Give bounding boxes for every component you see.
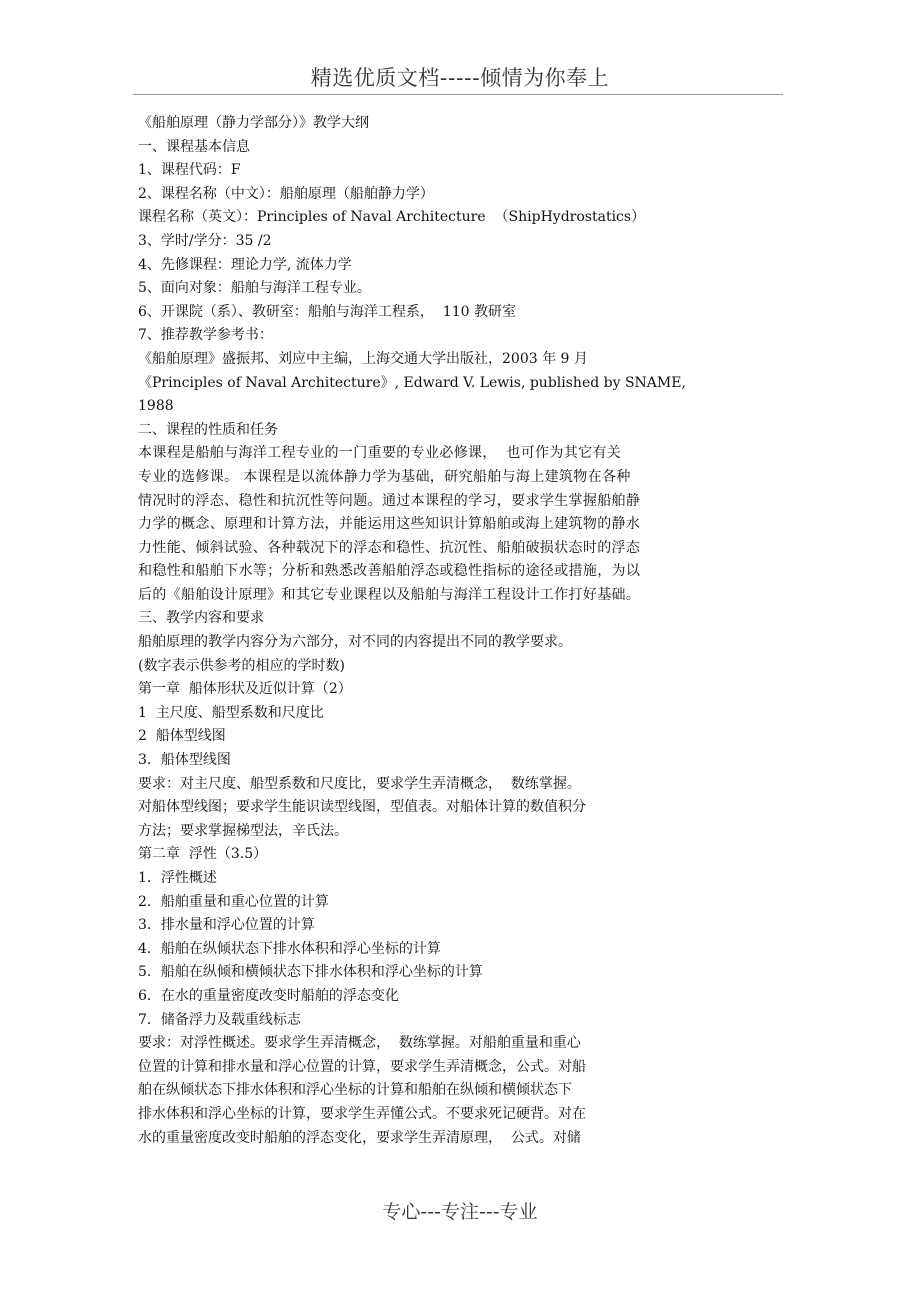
chapter-1-title: 第一章 船体形状及近似计算（2）: [138, 681, 352, 698]
course-hours-credits: 3、学时/学分：35 /2: [138, 232, 272, 249]
section-heading-content-requirements: 三、教学内容和要求: [138, 610, 264, 627]
document-title: 《船舶原理（静力学部分）》教学大纲: [138, 115, 369, 131]
paragraph-line: 力学的概念、原理和计算方法，并能运用这些知识计算船舶或海上建筑物的静水: [138, 516, 641, 533]
section-note: (数字表示供参考的相应的学时数): [138, 657, 345, 674]
chapter-1-requirement: 方法；要求掌握梯型法，辛氏法。: [138, 822, 348, 839]
chapter-2-requirement: 排水体积和浮心坐标的计算，要求学生弄懂公式。不要求死记硬背。对在: [138, 1105, 586, 1122]
chapter-1-requirement: 要求：对主尺度、船型系数和尺度比，要求学生弄清概念， 数练掌握。: [138, 775, 581, 792]
course-name-en: 课程名称（英文）：Principles of Naval Architecture （ShipHydrostatics）: [138, 209, 646, 226]
chapter-2-requirement: 水的重量密度改变时船舶的浮态变化，要求学生弄清原理， 公式。对储: [138, 1129, 581, 1146]
reference-book-2: 《Principles of Naval Architecture》, Edward V. Lewis, published by SNAME,: [138, 374, 686, 391]
reference-books-heading: 7、推荐教学参考书：: [138, 327, 273, 344]
paragraph-line: 情况时的浮态、稳性和抗沉性等问题。通过本课程的学习，要求学生掌握船舶静: [138, 492, 641, 509]
chapter-1-requirement: 对船体型线图；要求学生能识读型线图，型值表。对船体计算的数值积分: [138, 799, 586, 816]
page-header-title: 精选优质文档-----倾情为你奉上: [310, 66, 610, 90]
chapter-1-item: 2 船体型线图: [138, 728, 226, 745]
chapter-2-item: 4．船舶在纵倾状态下排水体积和浮心坐标的计算: [138, 940, 441, 957]
course-audience: 5、面向对象：船舶与海洋工程专业。: [138, 280, 371, 297]
course-prerequisites: 4、先修课程：理论力学, 流体力学: [138, 256, 352, 273]
paragraph-line: 本课程是船舶与海洋工程专业的一门重要的专业必修课， 也可作为其它有关: [138, 445, 622, 462]
section-heading-nature-tasks: 二、课程的性质和任务: [138, 421, 278, 438]
course-department: 6、开课院（系）、教研室：船舶与海洋工程系， 110 教研室: [138, 303, 516, 320]
chapter-1-item: 1 主尺度、船型系数和尺度比: [138, 704, 324, 721]
chapter-2-title: 第二章 浮性（3.5）: [138, 846, 268, 863]
page-footer-text: 专心---专注---专业: [382, 1201, 538, 1223]
chapter-2-item: 6．在水的重量密度改变时船舶的浮态变化: [138, 987, 399, 1004]
reference-book-2-year: 1988: [138, 398, 174, 415]
course-name-cn: 2、课程名称（中文）：船舶原理（船舶静力学）: [138, 185, 434, 202]
paragraph-line: 专业的选修课。 本课程是以流体静力学为基础，研究船舶与海上建筑物在各种: [138, 468, 631, 485]
section-heading-basic-info: 一、课程基本信息: [138, 138, 250, 155]
chapter-2-item: 1．浮性概述: [138, 870, 217, 886]
chapter-2-item: 3．排水量和浮心位置的计算: [138, 917, 315, 934]
course-code: 1、课程代码：F: [138, 162, 241, 179]
chapter-2-requirement: 位置的计算和排水量和浮心位置的计算，要求学生弄清概念，公式。对船: [138, 1058, 586, 1075]
section-intro: 船舶原理的教学内容分为六部分，对不同的内容提出不同的教学要求。: [138, 634, 572, 651]
paragraph-line: 力性能、倾斜试验、各种载况下的浮态和稳性、抗沉性、船舶破损状态时的浮态: [138, 539, 641, 556]
chapter-2-item: 2．船舶重量和重心位置的计算: [138, 893, 329, 910]
reference-book-1: 《船舶原理》盛振邦、刘应中主编，上海交通大学出版社，2003 年 9 月: [138, 350, 588, 367]
chapter-1-item: 3．船体型线图: [138, 752, 231, 769]
document-body: [138, 112, 738, 1150]
chapter-2-requirement: 要求：对浮性概述。要求学生弄清概念， 数练掌握。对船舶重量和重心: [138, 1035, 581, 1052]
paragraph-line: 和稳性和船舶下水等；分析和熟悉改善船舶浮态或稳性指标的途径或措施，为以: [138, 563, 641, 580]
chapter-2-item: 7．储备浮力及载重线标志: [138, 1011, 301, 1028]
header-divider: [133, 94, 783, 95]
chapter-2-requirement: 舶在纵倾状态下排水体积和浮心坐标的计算和船舶在纵倾和横倾状态下: [138, 1082, 572, 1099]
chapter-2-item: 5．船舶在纵倾和横倾状态下排水体积和浮心坐标的计算: [138, 964, 483, 981]
paragraph-line: 后的《船舶设计原理》和其它专业课程以及船舶与海洋工程设计工作打好基础。: [138, 586, 641, 603]
